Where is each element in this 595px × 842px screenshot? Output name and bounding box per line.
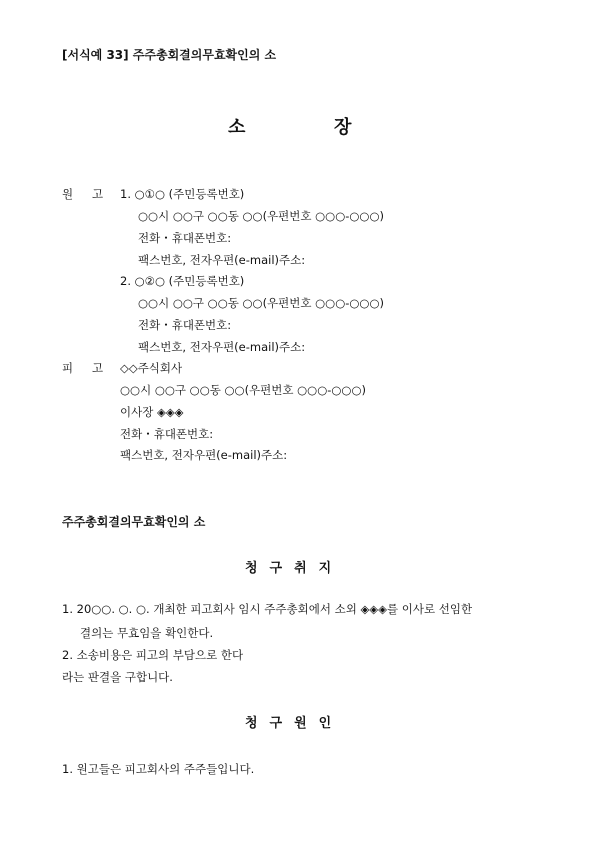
plaintiff-2-fax: 팩스번호, 전자우편(e-mail)주소: — [138, 340, 306, 354]
defendant-ceo: 이사장 ◈◈◈ — [120, 405, 184, 419]
document-title-right: 장 — [334, 117, 352, 138]
document-title-left: 소 — [228, 117, 246, 138]
form-title: [서식예 33] 주주총회결의무효확인의 소 — [62, 48, 277, 62]
plaintiff-2-name: 2. ○②○ (주민등록번호) — [120, 274, 245, 288]
plaintiff-label-b: 고 — [92, 187, 104, 201]
plaintiff-1-address: ○○시 ○○구 ○○동 ○○(우편번호 ○○○-○○○) — [138, 209, 384, 223]
claim-purpose-item-1-line-1: 1. 20○○. ○. ○. 개최한 피고회사 임시 주주총회에서 소외 ◈◈◈를 이사로 선임한 — [62, 602, 473, 616]
defendant-name: ◇◇주식회사 — [120, 361, 183, 375]
claim-cause-heading: 청구원인 — [245, 716, 344, 731]
defendant-fax: 팩스번호, 전자우편(e-mail)주소: — [120, 448, 288, 462]
plaintiff-1-fax: 팩스번호, 전자우편(e-mail)주소: — [138, 253, 306, 267]
defendant-address: ○○시 ○○구 ○○동 ○○(우편번호 ○○○-○○○) — [120, 383, 366, 397]
claim-cause-item-1: 1. 원고들은 피고회사의 주주들입니다. — [62, 762, 255, 776]
claim-purpose-closing: 라는 판결을 구합니다. — [62, 670, 173, 684]
claim-purpose-heading: 청구취지 — [245, 561, 344, 576]
plaintiff-2-phone: 전화・휴대폰번호: — [138, 318, 232, 332]
defendant-label-b: 고 — [92, 361, 104, 375]
defendant-label-a: 피 — [62, 361, 74, 375]
plaintiff-1-name: 1. ○①○ (주민등록번호) — [120, 187, 245, 201]
defendant-phone: 전화・휴대폰번호: — [120, 427, 214, 441]
plaintiff-label-a: 원 — [62, 187, 74, 201]
claim-purpose-item-2: 2. 소송비용은 피고의 부담으로 한다 — [62, 648, 244, 662]
case-subject: 주주총회결의무효확인의 소 — [62, 515, 206, 529]
plaintiff-1-phone: 전화・휴대폰번호: — [138, 231, 232, 245]
plaintiff-2-address: ○○시 ○○구 ○○동 ○○(우편번호 ○○○-○○○) — [138, 296, 384, 310]
claim-purpose-item-1-line-2: 결의는 무효임을 확인한다. — [80, 626, 214, 640]
